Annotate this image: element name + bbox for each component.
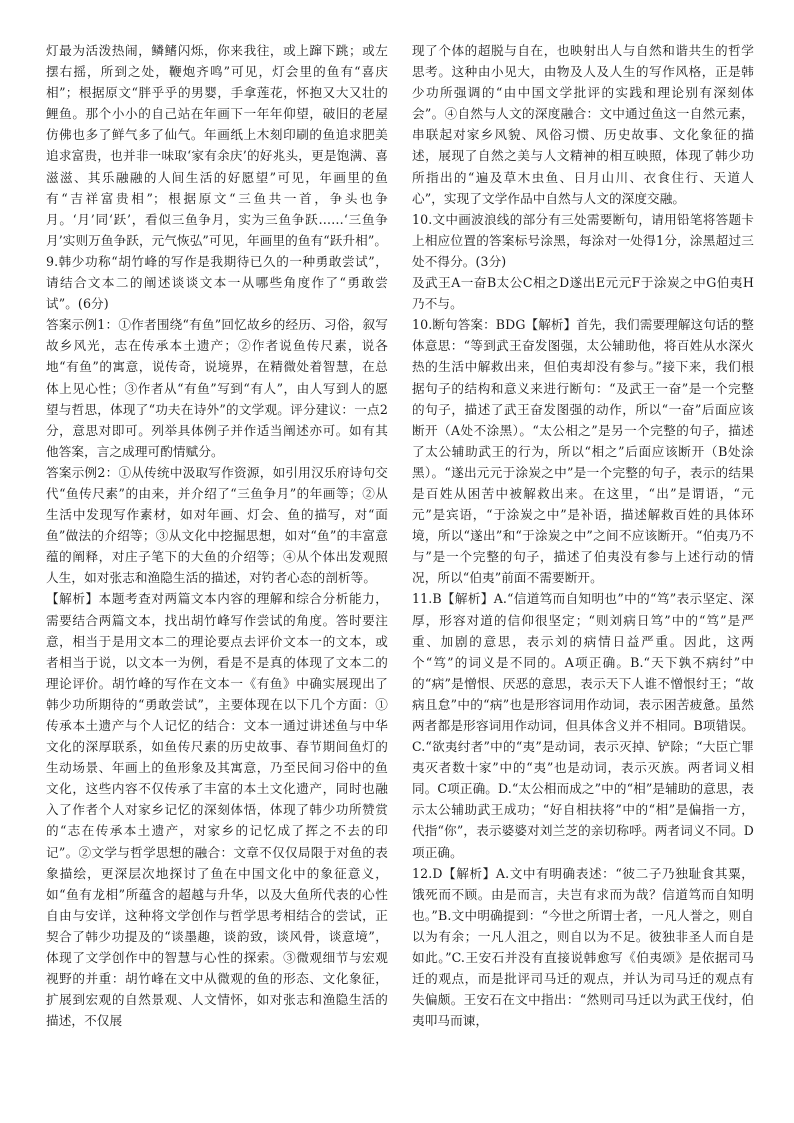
question-10: 10.文中画波浪线的部分有三处需要断句，请用铅笔将答题卡上相应位置的答案标号涂黑，每涂对一处得1分，涂黑超过三处不得分。(3分) bbox=[412, 211, 754, 269]
answer-11: 11.B【解析】A.“信道笃而自知明也”中的“笃”表示坚定、深厚，形容对道的信仰很坚定；“则刘病日笃”中的“笃”是严重、加剧的意思，表示刘的病情日益严重。因此，这两个“笃”的词义是不同的。A项正确。B.“天下孰不病纣”中的“病”是憎恨、厌恶的意思，表示天下人谁不憎恨纣王；“故病且怠”中的“病”也是形容词用作动词，表示困苦疲惫。虽然两者都是形容词用作动词，但具体含义并不相同。B项错误。C.“欲夷纣者”中的“夷”是动词，表示灭掉、铲除；“大臣亡罪夷灭者数十家”中的“夷”也是动词，表示灭族。两者词义相同。C项正确。D.“太公相而成之”中的“相”是辅助的意思，表示太公辅助武王成功；“好自相扶将”中的“相”是偏指一方，代指“你”，表示婆婆对刘兰芝的亲切称呼。两者词义不同。D项正确。 bbox=[412, 591, 754, 860]
answer-12: 12.D【解析】A.文中有明确表述：“彼二子乃独耻食其粟，饿死而不顾。由是而言，夫岂有求而为哉？信道笃而自知明也。”B.文中明确提到：“今世之所谓士者，一凡人誉之，则自以为有余；一凡人沮之，则自以为不足。彼独非圣人而自是如此。”C.王安石并没有直接说韩愈写《伯夷颂》是依据司马迁的观点，而是批评司马迁的观点，并认为司马迁的观点有失偏颇。王安石在文中指出：“然则司马迁以为武王伐纣，伯夷叩马而谏， bbox=[412, 865, 754, 1029]
answer-example-1: 答案示例1：①作者围绕“有鱼”回忆故乡的经历、习俗，叙写故乡风光，志在传承本土遗产；②作者说鱼传尺素，说各地“有鱼”的寓意，说传奇，说境界，在精微处着智慧，在总体上见心性；③作者从“有鱼”写到“有人”，由人写到人的愿望与哲思，体现了“功夫在诗外”的文学观。评分建议：一点2分，意思对即可。列举具体例子并作适当阐述亦可。如有其他答案，言之成理可酌情赋分。 bbox=[46, 317, 388, 459]
analysis-9: 【解析】本题考查对两篇文本内容的理解和综合分析能力，需要结合两篇文本，找出胡竹峰写作尝试的角度。答时要注意，相当于是用文本二的理论要点去评价文本一的文本，或者相当于说，以文本一为例，看是不是真的体现了文本二的理论评价。胡竹峰的写作在文本一《有鱼》中确实展现出了韩少功所期待的“勇敢尝试”，主要体现在以下几个方面：①传承本土遗产与个人记忆的结合：文本一通过讲述鱼与中华文化的深厚联系，如鱼传尺素的历史故事、春节期间鱼灯的生动场景、年画上的鱼形象及其寓意，乃至民间习俗中的鱼文化，这些内容不仅传承了丰富的本土文化遗产，同时也融入了作者个人对家乡记忆的深刻体悟，体现了韩少功所赞赏的“志在传承本土遗产，对家乡的记忆成了挥之不去的印记”。②文学与哲学思想的融合：文章不仅仅局限于对鱼的表象描绘，更深层次地探讨了鱼在中国文化中的象征意义，如“鱼有龙相”所蕴含的超越与升华，以及大鱼所代表的心性自由与安详，这种将文学创作与哲学思考相结合的尝试，正契合了韩少功提及的“谈墨趣，谈韵致，谈风骨，谈意境”，体现了文学创作中的智慧与心性的探索。③微观细节与宏观视野的并重：胡竹峰在文中从微观的鱼的形态、文化象征，扩展到宏观的自然景观、人文情怀，如对张志和渔隐生活的描述，不仅展 bbox=[46, 591, 388, 1029]
paragraph-lantern-painting: 灯最为活泼热闹，鳞鳍闪烁，你来我往，或上蹿下跳；或左摆右摇，所到之处，鞭炮齐鸣”可见，灯会里的鱼有“喜庆相”；根据原文“胖乎乎的男婴，手拿莲花，怀抱又大又壮的鲤鱼。那个小小的自己站在年画下一年年仰望，破旧的老屋仿佛也多了鲜气多了仙气。年画纸上木刻印刷的鱼追求肥美追求富贵，也并非一味取‘家有余庆’的好兆头，更是饱满、喜滋滋、其乐融融的人间生活的好愿望”可见，年画里的鱼有“吉祥富贵相”；根据原文“三鱼共一首，争头也争月。‘月’同‘跃’，看似三鱼争月，实为三鱼争跃……‘三鱼争月’实则万鱼争跃，元气恢弘”可见，年画里的鱼有“跃升相”。 bbox=[46, 43, 388, 248]
answer-example-2: 答案示例2：①从传统中汲取写作资源，如引用汉乐府诗句交代“鱼传尺素”的由来，并介绍了“三鱼争月”的年画等；②从生活中发现写作素材，如对年画、灯会、鱼的描写，对“面鱼”做法的介绍等；③从文化中挖掘思想，如对“鱼”的丰富意蕴的阐释，对庄子笔下的大鱼的介绍等；④从个体出发观照人生，如对张志和渔隐生活的描述，对钓者心态的剖析等。 bbox=[46, 464, 388, 586]
question-10-sentence: 及武王A一奋B太公C相之D遂出E元元F于涂炭之中G伯夷H乃不与。 bbox=[412, 275, 754, 312]
question-9: 9.韩少功称“胡竹峰的写作是我期待已久的一种勇敢尝试”，请结合文本二的阐述谈谈文本一从哪些角度作了“勇敢尝试”。(6分) bbox=[46, 253, 388, 312]
left-column bbox=[46, 40, 388, 1100]
answer-page bbox=[46, 40, 754, 1100]
analysis-9-continued: 现了个体的超脱与自在，也映射出人与自然和谐共生的哲学思考。这种由小见大，由物及人及人生的写作风格，正是韩少功所强调的“由中国文学批评的实践和理论别有深刻体会”。④自然与人文的深度融合：文中通过鱼这一自然元素，串联起对家乡风貌、风俗习惯、历史故事、文化象征的描述，展现了自然之美与人文精神的相互映照，体现了韩少功所指出的“遍及草木虫鱼、日月山川、衣食住行、天道人心”，实现了文学作品中自然与人文的深度交融。 bbox=[412, 43, 754, 206]
answer-10: 10.断句答案：BDG【解析】首先，我们需要理解这句话的整体意思：“等到武王奋发图强，太公辅助他，将百姓从水深火热的生活中解救出来，但伯夷却没有参与。”接下来，我们根据句子的结构和意义来进行断句：“及武王一奋”是一个完整的句子，描述了武王奋发图强的动作，所以“一奋”后面应该断开（A处不涂黑）。“太公相之”是另一个完整的句子，描述了太公辅助武王的行为，所以“相之”后面应该断开（B处涂黑）。“遂出元元于涂炭之中”是一个完整的句子，表示的结果是百姓从困苦中被解救出来。在这里，“出”是谓语，“元元”是宾语，“于涂炭之中”是补语，描述解救百姓的具体环境，所以“遂出”和“于涂炭之中”之间不应该断开。“伯夷乃不与”是一个完整的句子，描述了伯夷没有参与上述行动的情况，所以“伯夷”前面不需要断开。 bbox=[412, 317, 754, 586]
right-column bbox=[412, 40, 754, 1100]
